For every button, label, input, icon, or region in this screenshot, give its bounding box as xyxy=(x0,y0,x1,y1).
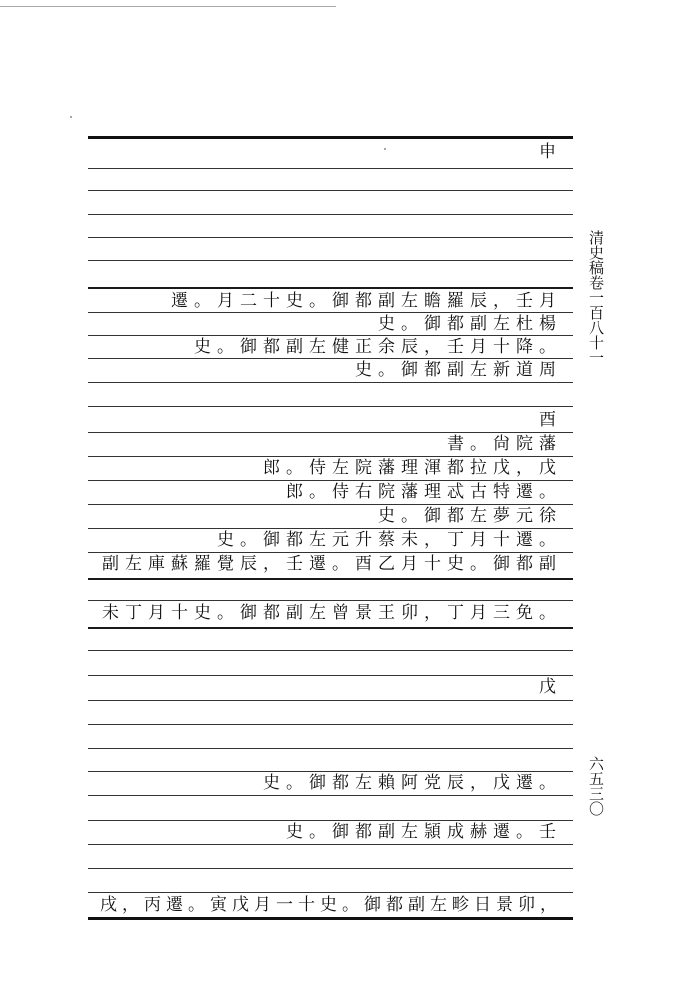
table-rule xyxy=(88,771,573,772)
table-row: 史。御都左夢元徐 xyxy=(378,506,562,526)
table-rule xyxy=(88,335,573,336)
table-rule xyxy=(88,406,573,407)
table-rule xyxy=(88,287,573,289)
table-row: 未丁月十史。御都副左曾景王卯，丁月三免。 xyxy=(102,603,562,623)
table-rule xyxy=(88,168,573,169)
table-rule xyxy=(88,480,573,481)
table-rule xyxy=(88,892,573,893)
table-row: 史。御都左賴阿党辰，戊遷。 xyxy=(263,773,562,793)
table-row: 史。御都副左健正余辰，壬月十降。 xyxy=(194,337,562,357)
table-row: 申 xyxy=(539,142,562,162)
table-row: 郎。侍左院藩理渾都拉戊，戊 xyxy=(263,458,562,478)
table-rule xyxy=(88,260,573,261)
table-row: 史。御都左元升蔡未，丁月十遷。 xyxy=(217,530,562,550)
table-rule xyxy=(88,868,573,869)
table-row: 戊 xyxy=(539,677,562,697)
scan-speck xyxy=(70,116,72,118)
table-rule xyxy=(88,675,573,676)
table-rule xyxy=(88,600,573,601)
page-number: 六五三〇 xyxy=(587,756,605,816)
table-rule xyxy=(88,650,573,651)
table-rule xyxy=(88,504,573,505)
table-rule xyxy=(88,432,573,433)
table-rule xyxy=(88,578,573,580)
table-rule xyxy=(88,382,573,383)
table-rule xyxy=(88,795,573,796)
table-row: 酉 xyxy=(539,410,562,430)
table-row: 遷。月二十史。御都副左瞻羅辰，壬月 xyxy=(171,291,562,311)
table-rule xyxy=(88,700,573,701)
table-rule xyxy=(88,358,573,359)
table-rule xyxy=(88,917,573,920)
table-rule xyxy=(88,820,573,821)
table-row: 郎。侍右院藩理忒古特遷。 xyxy=(286,482,562,502)
table-rule xyxy=(88,552,573,553)
table-rule xyxy=(88,456,573,457)
running-title: 清史稿卷一百八十一 xyxy=(587,230,605,365)
table-rule xyxy=(88,724,573,725)
table-rule xyxy=(88,214,573,215)
scan-speck xyxy=(384,148,386,150)
table-row: 副左庫蘇羅覺辰，壬遷。酉乙月十史。御都副 xyxy=(102,554,562,574)
table-rule xyxy=(88,528,573,529)
table-row: 史。御都副左杜楊 xyxy=(378,314,562,334)
table-row: 史。御都副左頴成赫遷。壬 xyxy=(286,822,562,842)
table-rule xyxy=(88,136,573,139)
table-rule xyxy=(88,627,573,629)
table-row: 書。尙院藩 xyxy=(447,434,562,454)
table-row: 戌，丙遷。寅戊月一十史。御都副左畛日景卯， xyxy=(100,895,562,915)
scan-edge-line xyxy=(0,6,336,7)
table-row: 史。御都副左新道周 xyxy=(355,360,562,380)
table-rule xyxy=(88,844,573,845)
table-rule xyxy=(88,312,573,313)
table-rule xyxy=(88,237,573,238)
table-rule xyxy=(88,748,573,749)
table-rule xyxy=(88,190,573,191)
